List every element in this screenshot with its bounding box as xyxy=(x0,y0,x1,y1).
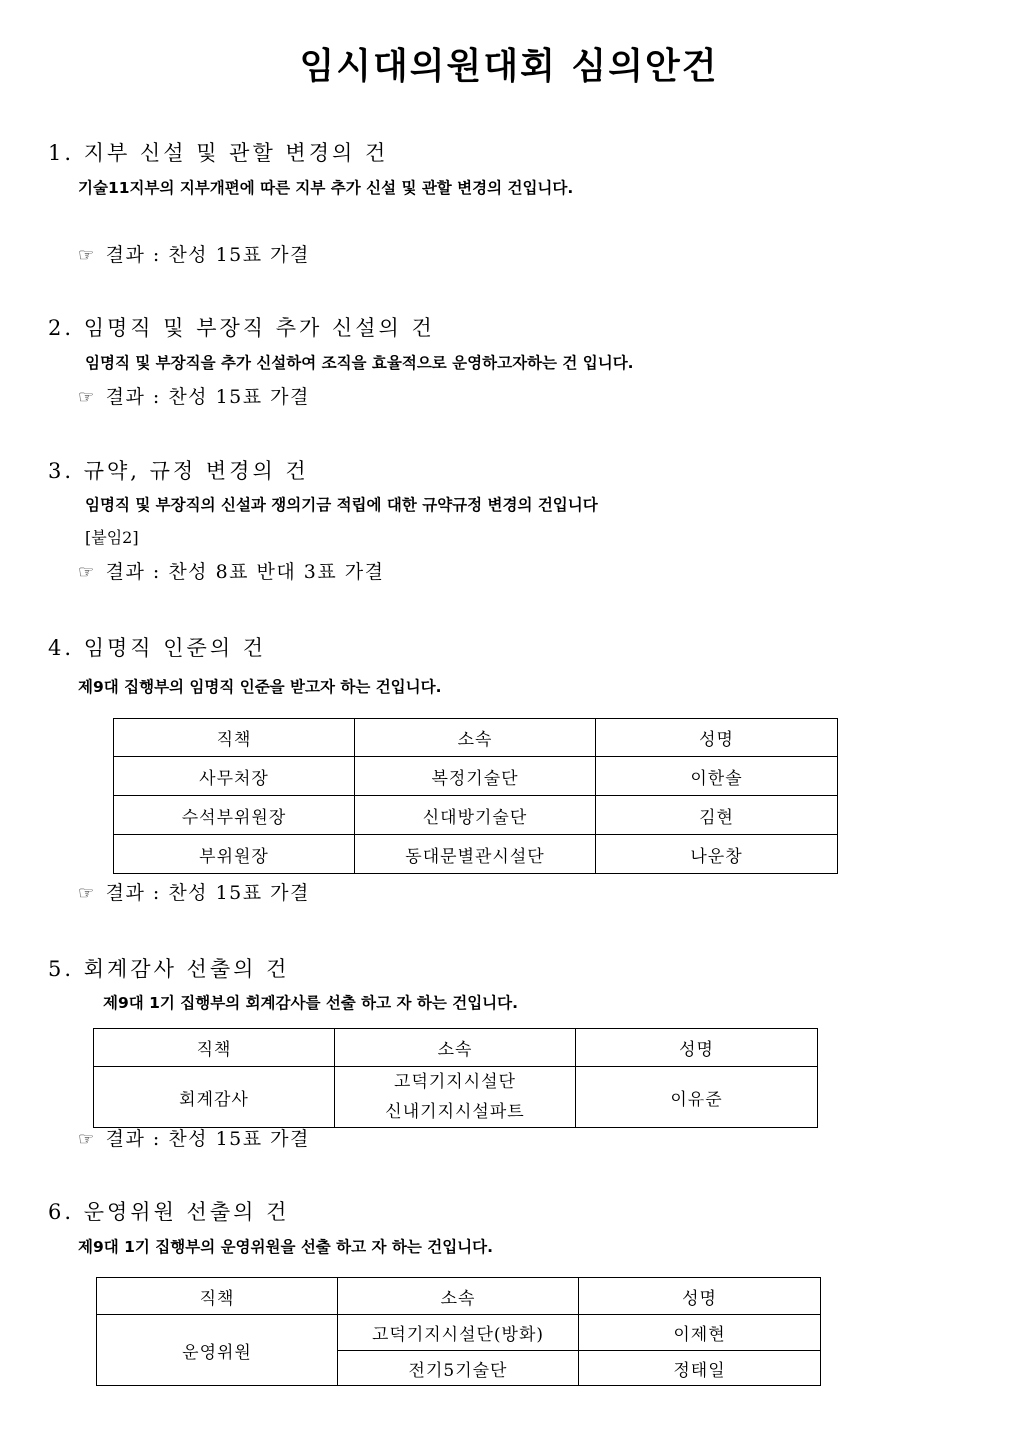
item-4-result xyxy=(78,878,310,905)
header-affiliation: 소속 xyxy=(338,1278,579,1315)
table-row xyxy=(114,796,838,835)
item-5-result xyxy=(78,1124,310,1151)
header-name: 성명 xyxy=(579,1278,821,1315)
item-4-heading: 4. 임명직 인준의 건 xyxy=(48,636,267,660)
item-5-result-text: 결과 : 찬성 15표 가결 xyxy=(105,1128,310,1150)
pointing-hand-icon: ☞ xyxy=(78,562,96,583)
committee-table xyxy=(96,1277,821,1386)
table-row xyxy=(114,835,838,874)
item-4-result-text: 결과 : 찬성 15표 가결 xyxy=(105,882,310,904)
cell-affiliation: 고덕기지시설단(방화) xyxy=(338,1315,579,1351)
cell-affiliation xyxy=(335,1067,576,1128)
cell-affiliation: 신대방기술단 xyxy=(355,796,596,835)
cell-name: 이유준 xyxy=(576,1067,818,1128)
header-name: 성명 xyxy=(576,1029,818,1067)
appointee-table xyxy=(113,718,838,874)
cell-affiliation: 복정기술단 xyxy=(355,757,596,796)
item-1-heading: 1. 지부 신설 및 관할 변경의 건 xyxy=(48,141,389,165)
cell-position: 회계감사 xyxy=(94,1067,335,1128)
document-title: 임시대의원대회 심의안건 xyxy=(299,46,719,87)
item-1-result-text: 결과 : 찬성 15표 가결 xyxy=(105,244,310,266)
item-3-attachment: [붙임2] xyxy=(85,528,139,547)
item-5-description: 제9대 1기 집행부의 회계감사를 선출 하고 자 하는 건입니다. xyxy=(103,994,519,1012)
affiliation-line: 신내기지시설파트 xyxy=(385,1102,525,1122)
item-5-heading: 5. 회계감사 선출의 건 xyxy=(48,957,290,981)
cell-name: 이한솔 xyxy=(596,757,838,796)
cell-position: 사무처장 xyxy=(114,757,355,796)
item-2-description: 임명직 및 부장직을 추가 신설하여 조직을 효율적으로 운영하고자하는 건 입니다. xyxy=(85,354,634,372)
item-2-result-text: 결과 : 찬성 15표 가결 xyxy=(105,386,310,408)
affiliation-line: 고덕기지시설단 xyxy=(394,1072,516,1092)
cell-name: 나운창 xyxy=(596,835,838,874)
cell-position: 운영위원 xyxy=(97,1315,338,1386)
item-6-heading: 6. 운영위원 선출의 건 xyxy=(48,1200,290,1224)
table-row xyxy=(94,1067,818,1128)
pointing-hand-icon: ☞ xyxy=(78,245,96,266)
pointing-hand-icon: ☞ xyxy=(78,387,96,408)
cell-name: 정태일 xyxy=(579,1351,821,1386)
header-position: 직책 xyxy=(114,719,355,757)
table-header-row xyxy=(114,719,838,757)
item-2-result xyxy=(78,382,310,409)
cell-name: 이제현 xyxy=(579,1315,821,1351)
header-position: 직책 xyxy=(97,1278,338,1315)
pointing-hand-icon: ☞ xyxy=(78,1129,96,1150)
cell-position: 부위원장 xyxy=(114,835,355,874)
item-3-description: 임명직 및 부장직의 신설과 쟁의기금 적립에 대한 규약규정 변경의 건입니다 xyxy=(85,496,598,514)
item-2-heading: 2. 임명직 및 부장직 추가 신설의 건 xyxy=(48,316,435,340)
item-3-result xyxy=(78,557,385,584)
header-name: 성명 xyxy=(596,719,838,757)
header-affiliation: 소속 xyxy=(355,719,596,757)
item-1-description: 기술11지부의 지부개편에 따른 지부 추가 신설 및 관할 변경의 건입니다. xyxy=(78,179,574,197)
auditor-table xyxy=(93,1028,818,1128)
table-header-row xyxy=(94,1029,818,1067)
item-4-description: 제9대 집행부의 임명직 인준을 받고자 하는 건입니다. xyxy=(78,678,442,696)
item-1-result xyxy=(78,240,310,267)
table-row xyxy=(114,757,838,796)
item-6-description: 제9대 1기 집행부의 운영위원을 선출 하고 자 하는 건입니다. xyxy=(78,1238,494,1256)
item-3-result-text: 결과 : 찬성 8표 반대 3표 가결 xyxy=(105,561,385,583)
table-row xyxy=(97,1315,821,1351)
cell-name: 김현 xyxy=(596,796,838,835)
item-3-heading: 3. 규약, 규정 변경의 건 xyxy=(48,459,309,483)
pointing-hand-icon: ☞ xyxy=(78,883,96,904)
header-position: 직책 xyxy=(94,1029,335,1067)
header-affiliation: 소속 xyxy=(335,1029,576,1067)
cell-affiliation: 전기5기술단 xyxy=(338,1351,579,1386)
table-header-row xyxy=(97,1278,821,1315)
cell-position: 수석부위원장 xyxy=(114,796,355,835)
cell-affiliation: 동대문별관시설단 xyxy=(355,835,596,874)
